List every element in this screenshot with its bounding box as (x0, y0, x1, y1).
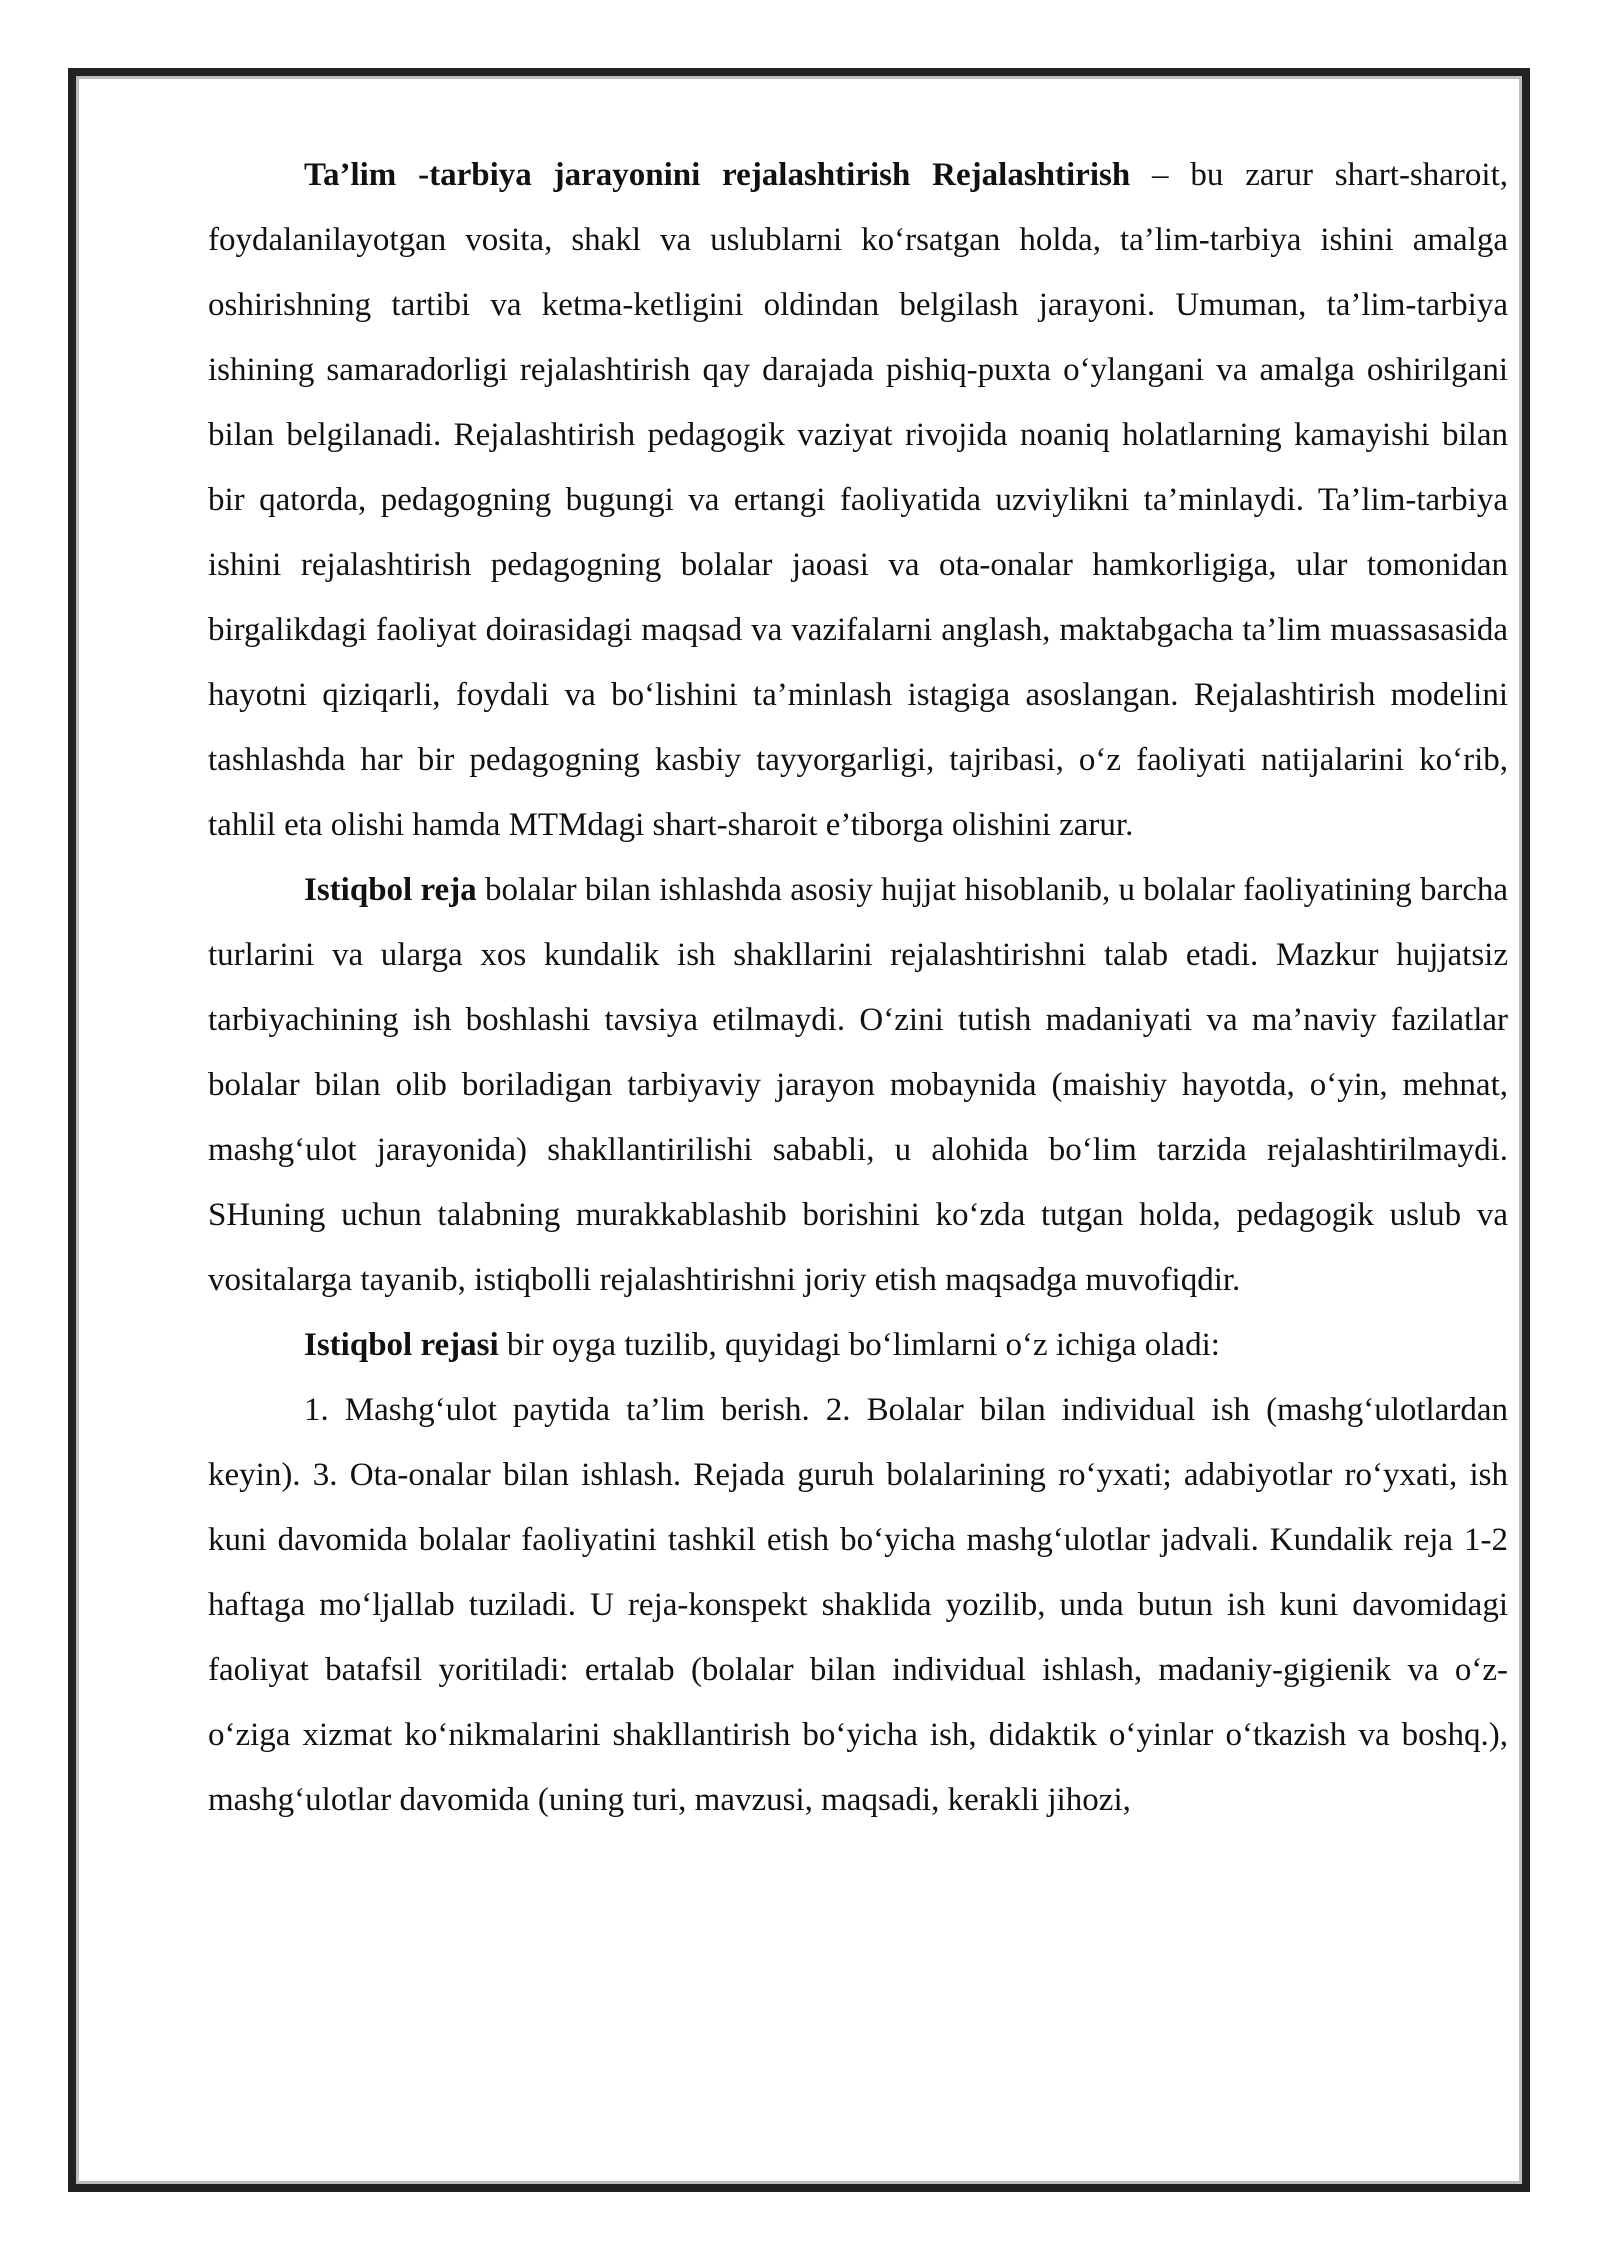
paragraph-text: 1. Mashg‘ulot paytida ta’lim berish. 2. Bolalar bilan individual ish (mashg‘ulotlardan keyin). 3. Ota-onalar bilan ishlash. Rejada guruh bolalarining ro‘yxati; adabiyotlar ro‘yxati, ish kuni davomida bolalar faoliyatini tashkil etish bo‘yicha mashg‘ulotlar jadvali. Kundalik reja 1-2 haftaga mo‘ljallab tuziladi. U reja-konspekt shaklida yozilib, unda butun ish kuni davomidagi faoliyat batafsil yoritiladi: ertalab (bolalar bilan individual ishlash, madaniy-gigienik va o‘z-o‘ziga xizmat ko‘nikmalarini shakllantirish bo‘yicha ish, didaktik o‘yinlar o‘tkazish va boshq.), mashg‘ulotlar davomida (uning turi, mavzusi, maqsadi, kerakli jihozi, (208, 1392, 1508, 1818)
paragraph-text: – bu zarur shart-sharoit, foydalanilayotgan vosita, shakl va uslublarni ko‘rsatgan holda, ta’lim-tarbiya ishini amalga oshirishning tartibi va ketma-ketligini oldindan belgilash jarayoni. Umuman, ta’lim-tarbiya ishining samaradorligi rejalashtirish qay darajada pishiq-puxta o‘ylangani va amalga oshirilgani bilan belgilanadi. Rejalashtirish pedagogik vaziyat rivojida noaniq holatlarning kamayishi bilan bir qatorda, pedagogning bugungi va ertangi faoliyatida uzviylikni ta’minlaydi. Ta’lim-tarbiya ishini rejalashtirish pedagogning bolalar jaoasi va ota-onalar hamkorligiga, ular tomonidan birgalikdagi faoliyat doirasidagi maqsad va vazifalarni anglash, maktabgacha ta’lim muassasasida hayotni qiziqarli, foydali va bo‘lishini ta’minlash istagiga asoslangan. Rejalashtirish modelini tashlashda har bir pedagogning kasbiy tayyorgarligi, tajribasi, o‘z faoliyati natijalarini ko‘rib, tahlil eta olishi hamda MTMdagi shart-sharoit e’tiborga olishini zarur. (208, 157, 1508, 843)
paragraph-plan-items (208, 1378, 1508, 1833)
paragraph-heading: Ta’lim -tarbiya jarayonini rejalashtirish Rejalashtirish (304, 157, 1131, 193)
document-body (208, 143, 1508, 1833)
paragraph-long-term-plan (208, 858, 1508, 1313)
paragraph-text: bolalar bilan ishlashda asosiy hujjat hisoblanib, u bolalar faoliyatining barcha turlarini va ularga xos kundalik ish shakllarini rejalashtirishni talab etadi. Mazkur hujjatsiz tarbiyachining ish boshlashi tavsiya etilmaydi. O‘zini tutish madaniyati va ma’naviy fazilatlar bolalar bilan olib boriladigan tarbiyaviy jarayon mobaynida (maishiy hayotda, o‘yin, mehnat, mashg‘ulot jarayonida) shakllantirilishi sababli, u alohida bo‘lim tarzida rejalashtirilmaydi. SHuning uchun talabning murakkablashib borishini ko‘zda tutgan holda, pedagogik uslub va vositalarga tayanib, istiqbolli rejalashtirishni joriy etish maqsadga muvofiqdir. (208, 872, 1508, 1298)
paragraph-heading: Istiqbol rejasi (304, 1327, 499, 1363)
paragraph-text: bir oyga tuzilib, quyidagi bo‘limlarni o‘z ichiga oladi: (498, 1327, 1220, 1363)
paragraph-plan-sections (208, 1313, 1508, 1378)
paragraph-planning (208, 143, 1508, 858)
paragraph-heading: Istiqbol reja (304, 872, 477, 908)
